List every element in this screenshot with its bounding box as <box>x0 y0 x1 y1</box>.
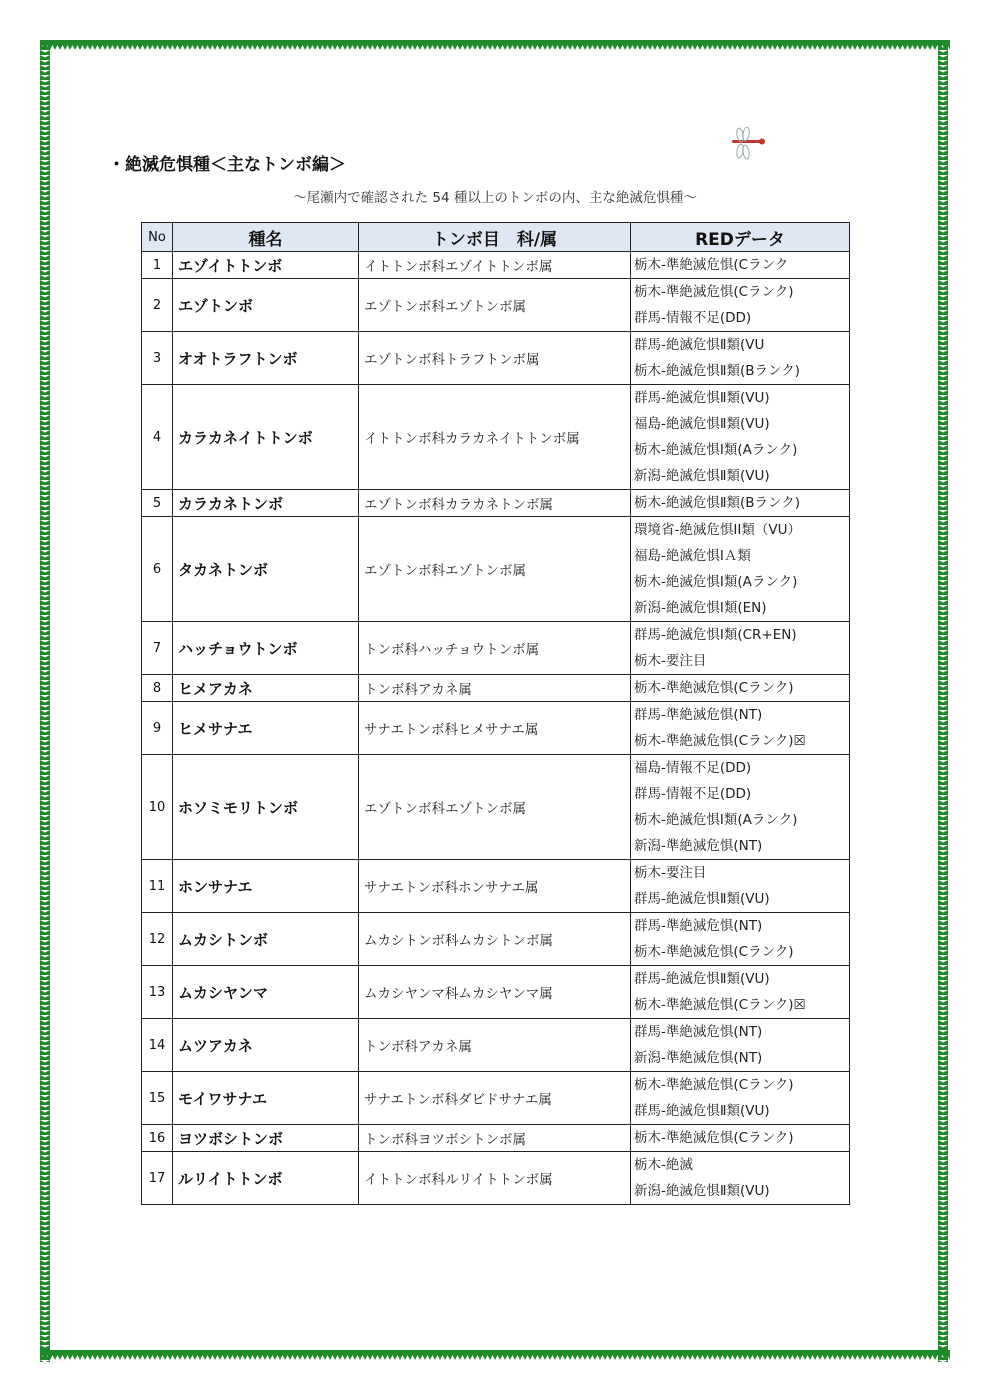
red-data-entry: 群馬-準絶滅危惧(NT) <box>634 918 763 934</box>
red-data-cell <box>631 860 850 913</box>
table-row <box>142 622 850 675</box>
table-row <box>142 675 850 702</box>
red-data-table <box>141 222 850 1205</box>
family-genus: トンボ科アカネ属 <box>359 1019 631 1072</box>
red-data-entry: 福島-絶滅危惧ⅠＡ類 <box>634 548 751 564</box>
red-data-entry: 群馬-絶滅危惧Ⅱ類(VU) <box>634 971 770 987</box>
row-number: 9 <box>142 702 173 755</box>
family-genus: ムカシヤンマ科ムカシヤンマ属 <box>359 966 631 1019</box>
family-genus: トンボ科ハッチョウトンボ属 <box>359 622 631 675</box>
family-genus: トンボ科ヨツボシトンボ属 <box>359 1125 631 1152</box>
species-name: ムカシトンボ <box>173 913 359 966</box>
red-data-entry: 群馬-絶滅危惧Ⅱ類(VU) <box>634 1103 770 1119</box>
red-data-cell <box>631 385 850 490</box>
row-number: 2 <box>142 279 173 332</box>
header-no: No <box>142 223 173 252</box>
family-genus: サナエトンボ科ダビドサナエ属 <box>359 1072 631 1125</box>
family-genus: エゾトンボ科エゾトンボ属 <box>359 755 631 860</box>
row-number: 12 <box>142 913 173 966</box>
species-name: ムツアカネ <box>173 1019 359 1072</box>
species-name: ホンサナエ <box>173 860 359 913</box>
page-title: ・絶滅危惧種＜主なトンボ編＞ <box>108 155 346 175</box>
red-data-entry: 新潟-絶滅危惧Ⅱ類(VU) <box>634 468 770 484</box>
red-data-entry: 群馬-絶滅危惧Ⅱ類(VU <box>634 337 765 353</box>
species-name: ムカシヤンマ <box>173 966 359 1019</box>
table-row <box>142 1152 850 1205</box>
row-number: 1 <box>142 252 173 279</box>
red-data-cell <box>631 1072 850 1125</box>
family-genus: サナエトンボ科ヒメサナエ属 <box>359 702 631 755</box>
red-data-entry: 群馬-絶滅危惧Ⅱ類(VU) <box>634 390 770 406</box>
row-number: 15 <box>142 1072 173 1125</box>
family-genus: エゾトンボ科カラカネトンボ属 <box>359 490 631 517</box>
red-data-cell <box>631 279 850 332</box>
header-red-data: REDデータ <box>631 223 850 252</box>
family-genus: イトトンボ科エゾイトトンボ属 <box>359 252 631 279</box>
species-name: エゾトンボ <box>173 279 359 332</box>
red-data-entry: 群馬-情報不足(DD) <box>634 786 752 802</box>
table-row <box>142 913 850 966</box>
red-data-entry: 栃木-絶滅危惧Ⅰ類(Aランク) <box>634 574 798 590</box>
red-data-entry: 栃木-準絶滅危惧(Cランク <box>634 257 789 273</box>
row-number: 8 <box>142 675 173 702</box>
red-data-entry: 栃木-要注目 <box>634 865 707 881</box>
row-number: 7 <box>142 622 173 675</box>
red-data-cell <box>631 755 850 860</box>
red-data-entry: 栃木-準絶滅危惧(Cランク)☒ <box>634 997 806 1013</box>
row-number: 11 <box>142 860 173 913</box>
row-number: 17 <box>142 1152 173 1205</box>
red-data-entry: 新潟-準絶滅危惧(NT) <box>634 1050 763 1066</box>
page-subtitle: ～尾瀬内で確認された 54 種以上のトンボの内、主な絶滅危惧種～ <box>293 190 697 206</box>
header-species-name: 種名 <box>173 223 359 252</box>
red-data-cell <box>631 913 850 966</box>
table-row <box>142 385 850 490</box>
table-row <box>142 860 850 913</box>
family-genus: エゾトンボ科エゾトンボ属 <box>359 279 631 332</box>
species-name: ヨツボシトンボ <box>173 1125 359 1152</box>
species-name: ヒメアカネ <box>173 675 359 702</box>
table-row <box>142 490 850 517</box>
decorative-border-right <box>938 40 950 1362</box>
red-data-entry: 群馬-準絶滅危惧(NT) <box>634 1024 763 1040</box>
red-data-cell <box>631 1125 850 1152</box>
family-genus: サナエトンボ科ホンサナエ属 <box>359 860 631 913</box>
decorative-border-top <box>40 40 950 52</box>
red-data-entry: 群馬-絶滅危惧Ⅱ類(VU) <box>634 891 770 907</box>
red-data-entry: 新潟-準絶滅危惧(NT) <box>634 838 763 854</box>
table-row <box>142 755 850 860</box>
table-row <box>142 332 850 385</box>
red-data-entry: 群馬-絶滅危惧Ⅰ類(CR+EN) <box>634 627 797 643</box>
row-number: 3 <box>142 332 173 385</box>
red-data-cell <box>631 252 850 279</box>
species-name: ヒメサナエ <box>173 702 359 755</box>
red-data-cell <box>631 966 850 1019</box>
red-data-cell <box>631 517 850 622</box>
red-data-entry: 群馬-準絶滅危惧(NT) <box>634 707 763 723</box>
header-family-genus: トンボ目 科/属 <box>359 223 631 252</box>
red-data-entry: 栃木-絶滅危惧Ⅰ類(Aランク) <box>634 442 798 458</box>
red-data-entry: 栃木-準絶滅危惧(Cランク) <box>634 1130 794 1146</box>
red-data-entry: 栃木-絶滅危惧Ⅱ類(Bランク) <box>634 363 801 379</box>
family-genus: トンボ科アカネ属 <box>359 675 631 702</box>
red-data-entry: 栃木-準絶滅危惧(Cランク) <box>634 680 794 696</box>
red-data-cell <box>631 702 850 755</box>
family-genus: イトトンボ科ルリイトトンボ属 <box>359 1152 631 1205</box>
table-row <box>142 252 850 279</box>
family-genus: エゾトンボ科エゾトンボ属 <box>359 517 631 622</box>
row-number: 14 <box>142 1019 173 1072</box>
species-name: エゾイトトンボ <box>173 252 359 279</box>
red-data-entry: 栃木-絶滅危惧Ⅰ類(Aランク) <box>634 812 798 828</box>
red-data-entry: 栃木-準絶滅危惧(Cランク) <box>634 284 794 300</box>
red-data-entry: 栃木-準絶滅危惧(Cランク)☒ <box>634 733 806 749</box>
red-data-cell <box>631 622 850 675</box>
table-row <box>142 279 850 332</box>
decorative-border-left <box>40 40 52 1362</box>
species-name: ルリイトトンボ <box>173 1152 359 1205</box>
red-data-entry: 栃木-要注目 <box>634 653 707 669</box>
table-header-row <box>142 223 850 252</box>
table-row <box>142 1072 850 1125</box>
species-name: カラカネトンボ <box>173 490 359 517</box>
red-data-entry: 福島-情報不足(DD) <box>634 760 752 776</box>
species-name: タカネトンボ <box>173 517 359 622</box>
row-number: 16 <box>142 1125 173 1152</box>
family-genus: エゾトンボ科トラフトンボ属 <box>359 332 631 385</box>
table-row <box>142 966 850 1019</box>
table-row <box>142 517 850 622</box>
row-number: 5 <box>142 490 173 517</box>
table-row <box>142 1019 850 1072</box>
family-genus: ムカシトンボ科ムカシトンボ属 <box>359 913 631 966</box>
species-name: カラカネイトトンボ <box>173 385 359 490</box>
red-data-entry: 群馬-情報不足(DD) <box>634 310 752 326</box>
row-number: 13 <box>142 966 173 1019</box>
red-data-cell <box>631 1019 850 1072</box>
table-row <box>142 702 850 755</box>
row-number: 6 <box>142 517 173 622</box>
row-number: 10 <box>142 755 173 860</box>
red-data-cell <box>631 332 850 385</box>
species-name: ホソミモリトンボ <box>173 755 359 860</box>
red-data-cell <box>631 490 850 517</box>
red-data-entry: 栃木-準絶滅危惧(Cランク) <box>634 944 794 960</box>
red-data-entry: 栃木-絶滅危惧Ⅱ類(Bランク) <box>634 495 801 511</box>
red-data-entry: 環境省-絶滅危惧II類（VU） <box>634 522 801 538</box>
red-data-entry: 新潟-絶滅危惧Ⅱ類(VU) <box>634 1183 770 1199</box>
species-name: モイワサナエ <box>173 1072 359 1125</box>
red-data-cell <box>631 1152 850 1205</box>
family-genus: イトトンボ科カラカネイトトンボ属 <box>359 385 631 490</box>
species-name: オオトラフトンボ <box>173 332 359 385</box>
red-data-entry: 栃木-準絶滅危惧(Cランク) <box>634 1077 794 1093</box>
row-number: 4 <box>142 385 173 490</box>
red-data-entry: 新潟-絶滅危惧Ⅰ類(EN) <box>634 600 767 616</box>
red-data-entry: 福島-絶滅危惧Ⅱ類(VU) <box>634 416 770 432</box>
decorative-border-bottom <box>40 1350 950 1362</box>
red-data-entry: 栃木-絶滅 <box>634 1157 693 1173</box>
table-row <box>142 1125 850 1152</box>
dragonfly-icon <box>728 126 768 166</box>
red-data-cell <box>631 675 850 702</box>
species-name: ハッチョウトンボ <box>173 622 359 675</box>
